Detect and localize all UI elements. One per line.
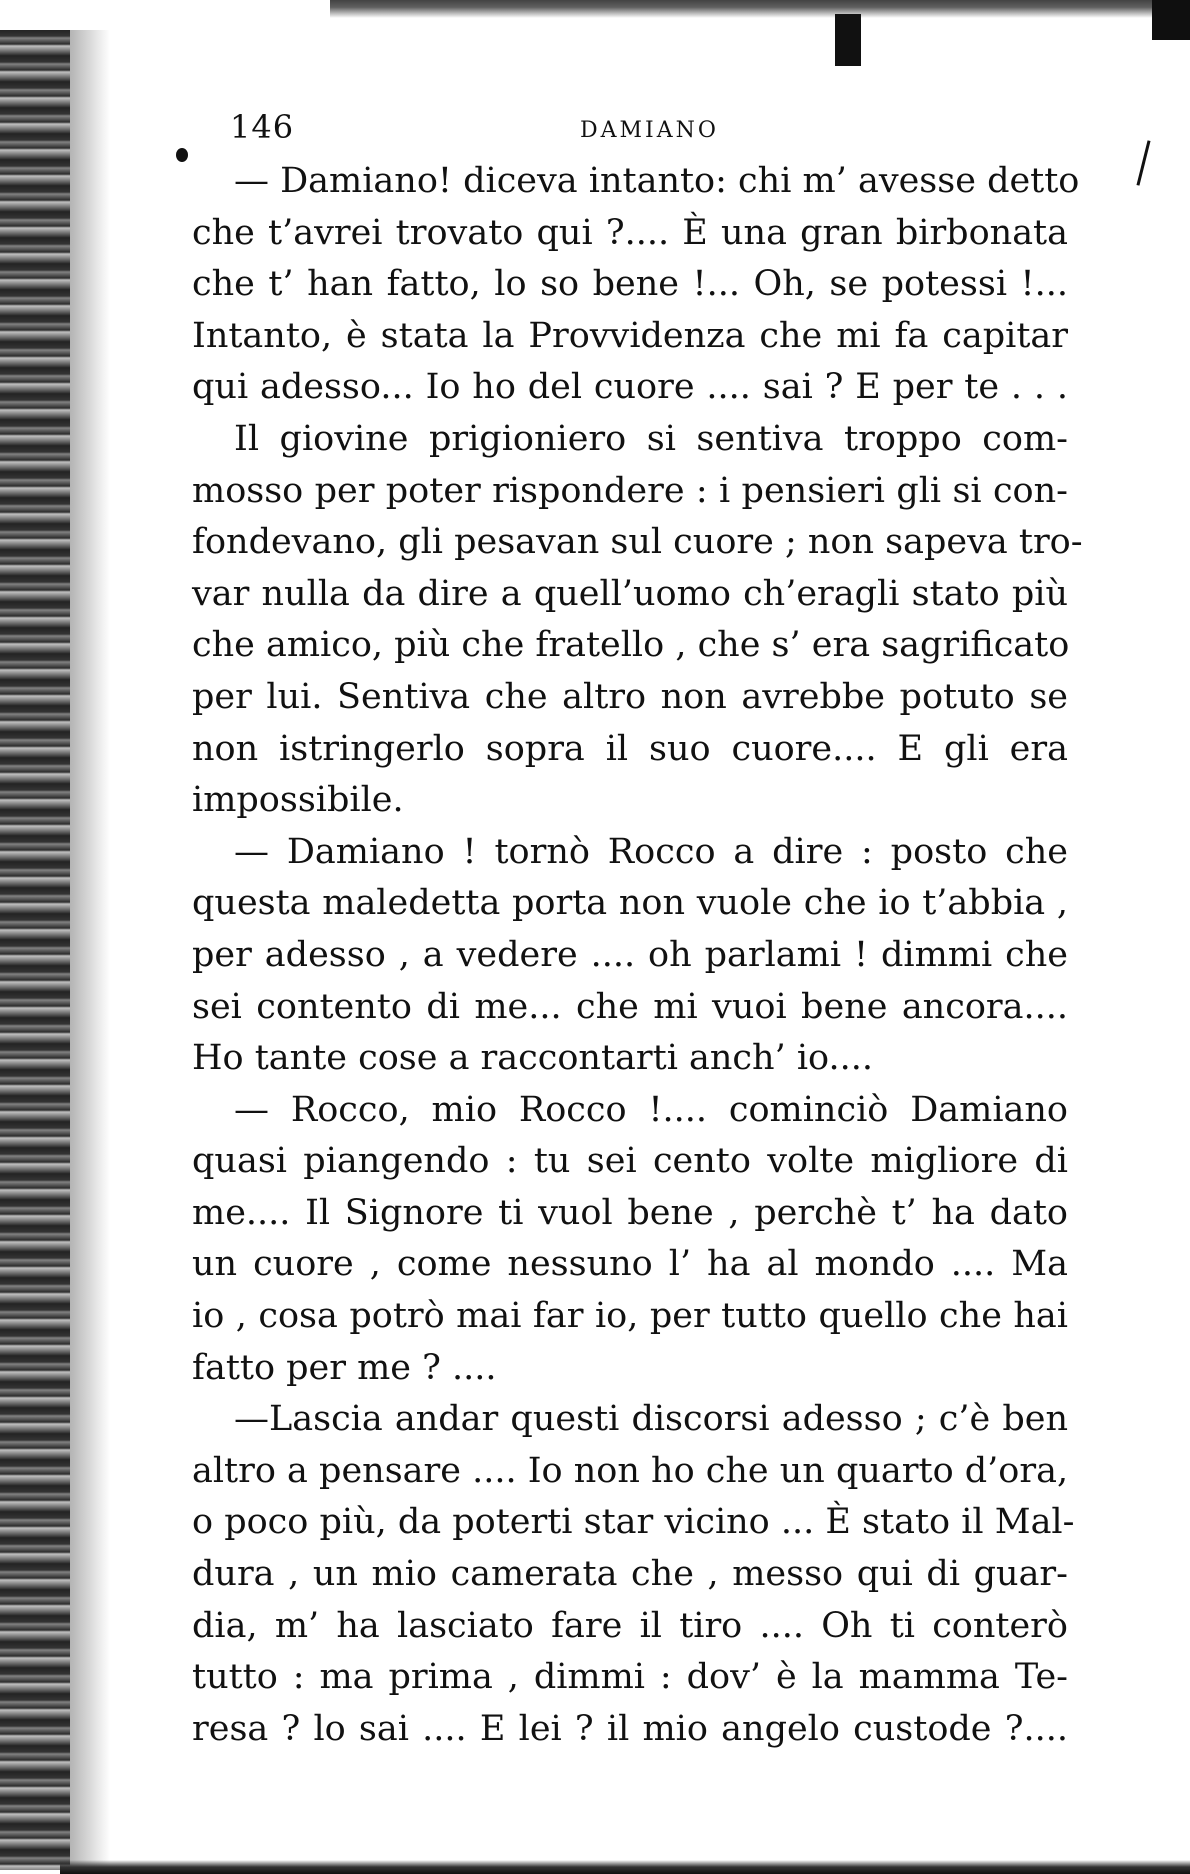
- running-head: [230, 108, 930, 150]
- text-line: per lui. Sentiva che altro non avrebbe potuto se: [192, 676, 1068, 717]
- text-line: — Rocco, mio Rocco !.... cominciò Damiano: [234, 1089, 1068, 1130]
- text-line: fondevano, gli pesavan sul cuore ; non sapeva tro-: [192, 522, 1083, 563]
- ink-blot: [1136, 140, 1150, 185]
- text-line: io , cosa potrò mai far io, per tutto quello che hai: [192, 1296, 1068, 1337]
- scan-edge-top: [330, 0, 1160, 18]
- page-number: 146: [230, 108, 295, 146]
- text-line: che amico, più che fratello , che s’ era sagrificato: [192, 625, 1070, 666]
- text-line: resa ? lo sai .... E lei ? il mio angelo custode ?....: [192, 1708, 1068, 1749]
- text-line: var nulla da dire a quell’uomo ch’eragli stato più: [192, 573, 1068, 614]
- text-line: fatto per me ? ....: [192, 1347, 497, 1388]
- text-line: mosso per poter rispondere : i pensieri gli si con-: [192, 470, 1068, 511]
- text-line: non istringerlo sopra il suo cuore.... E gli era: [192, 728, 1068, 769]
- running-title: DAMIANO: [580, 118, 719, 143]
- text-line: o poco più, da poterti star vicino ... È stato il Mal-: [192, 1502, 1075, 1543]
- text-line: un cuore , come nessuno l’ ha al mondo .... Ma: [192, 1244, 1068, 1285]
- scan-edge-bottom: [60, 1860, 1190, 1874]
- text-line: Ho tante cose a raccontarti anch’ io....: [192, 1038, 873, 1079]
- text-line: impossibile.: [192, 780, 404, 821]
- text-line: sei contento di me... che mi vuoi bene ancora....: [192, 986, 1068, 1027]
- ink-blot: [176, 148, 188, 162]
- text-line: altro a pensare .... Io non ho che un quarto d’ora,: [192, 1450, 1069, 1491]
- body-text: [192, 156, 1083, 1755]
- text-line: questa maledetta porta non vuole che io t’abbia ,: [192, 883, 1068, 924]
- text-line: che t’avrei trovato qui ?.... È una gran birbonata: [192, 212, 1068, 253]
- scan-corner: [1152, 0, 1190, 40]
- text-line: che t’ han fatto, lo so bene !... Oh, se potessi !...: [192, 264, 1068, 305]
- text-line: — Damiano ! tornò Rocco a dire : posto che: [234, 831, 1068, 872]
- text-line: Il giovine prigioniero si sentiva troppo com-: [234, 418, 1068, 459]
- text-line: Intanto, è stata la Provvidenza che mi fa capitar: [192, 315, 1068, 356]
- text-line: — Damiano! diceva intanto: chi m’ avesse detto: [234, 161, 1080, 201]
- scan-edge-left: [0, 30, 70, 1870]
- text-line: per adesso , a vedere .... oh parlami ! dimmi che: [192, 934, 1068, 975]
- ink-blot: [835, 14, 861, 66]
- text-line: dia, m’ ha lasciato fare il tiro .... Oh ti conterò: [192, 1605, 1068, 1646]
- text-line: qui adesso... Io ho del cuore .... sai ? E per te . . .: [192, 367, 1068, 408]
- text-line: quasi piangendo : tu sei cento volte migliore di: [192, 1141, 1068, 1182]
- text-line: dura , un mio camerata che , messo qui di guar-: [192, 1554, 1068, 1595]
- scan-edge-shadow: [70, 30, 110, 1870]
- text-line: —Lascia andar questi discorsi adesso ; c’è ben: [234, 1399, 1068, 1440]
- text-line: me.... Il Signore ti vuol bene , perchè t’ ha dato: [192, 1192, 1068, 1233]
- text-line: tutto : ma prima , dimmi : dov’ è la mamma Te-: [192, 1657, 1068, 1698]
